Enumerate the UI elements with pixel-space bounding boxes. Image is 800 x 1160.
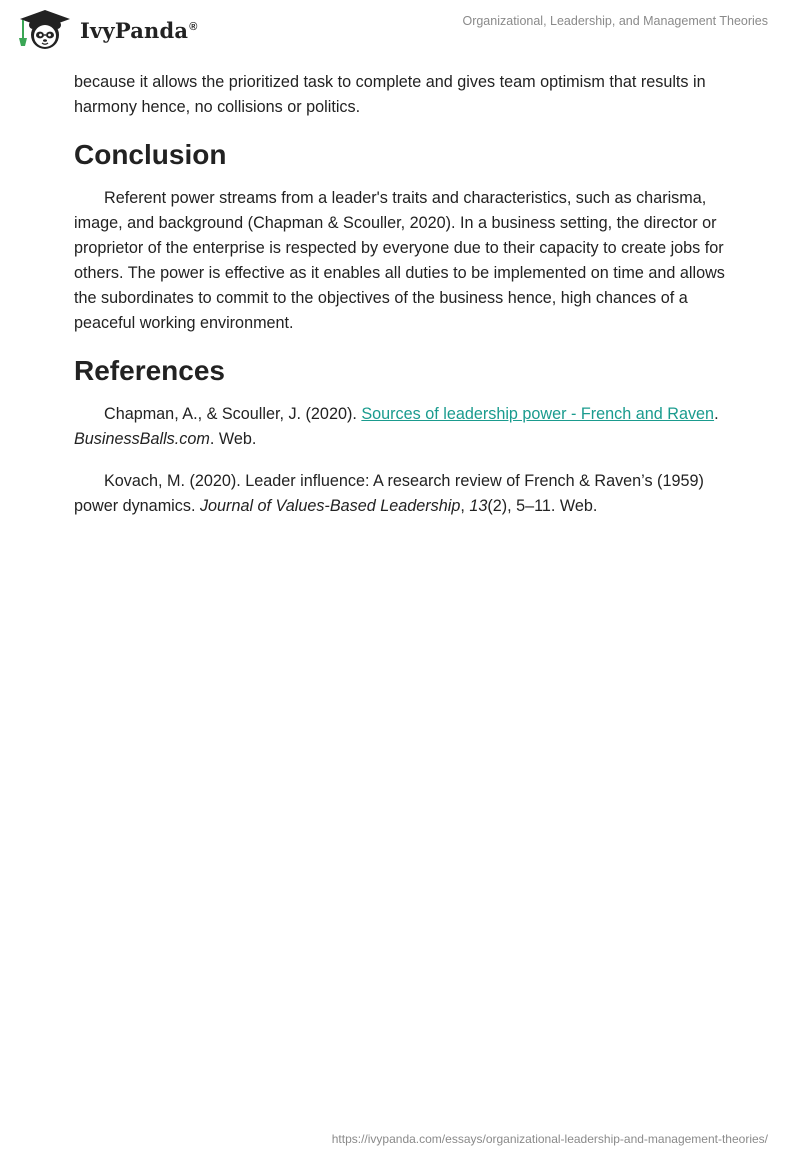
reference-authors: Chapman, A., & Scouller, J. (2020). — [104, 405, 362, 423]
references-heading: References — [74, 355, 225, 386]
running-title: Organizational, Leadership, and Management Theories — [462, 14, 768, 28]
reference-item — [74, 469, 734, 519]
page-header — [0, 0, 800, 64]
reference-authors: Kovach, M. (2020). Leader influence: A research review of French & Raven’s (1959) power dynamics. — [74, 472, 704, 515]
reference-sep: , — [460, 497, 470, 515]
logo-wordmark: IvyPanda® — [80, 17, 198, 43]
ivypanda-logo[interactable] — [16, 8, 198, 52]
document-body — [74, 70, 734, 536]
reference-source: BusinessBalls.com — [74, 430, 210, 448]
reference-tail: (2), 5–11. Web. — [487, 497, 598, 515]
footer-url[interactable]: https://ivypanda.com/essays/organizational-leadership-and-management-theories/ — [331, 1132, 768, 1146]
reference-punct: . — [714, 405, 719, 423]
conclusion-heading: Conclusion — [74, 139, 227, 170]
reference-item — [74, 402, 734, 452]
reference-journal: Journal of Values-Based Leadership — [199, 497, 461, 515]
reference-link[interactable]: Sources of leadership power - French and Raven — [361, 405, 715, 423]
conclusion-paragraph: Referent power streams from a leader's traits and characteristics, such as charisma, image, and background (Chapman & Scouller, 2020). In a business setting, the director or proprietor of the enterprise is respected by everyone due to their capacity to create jobs for others. The power is effective as it enables all duties to be implemented on time and allows the subordinates to commit to the objectives of the business hence, high chances of a peaceful working environment. — [74, 189, 725, 332]
reference-tail: . Web. — [209, 430, 257, 448]
panda-graduation-cap-icon — [16, 8, 74, 52]
continued-paragraph: because it allows the prioritized task to complete and gives team optimism that results in harmony hence, no collisions or politics. — [74, 73, 706, 116]
reference-volume: 13 — [469, 497, 488, 515]
